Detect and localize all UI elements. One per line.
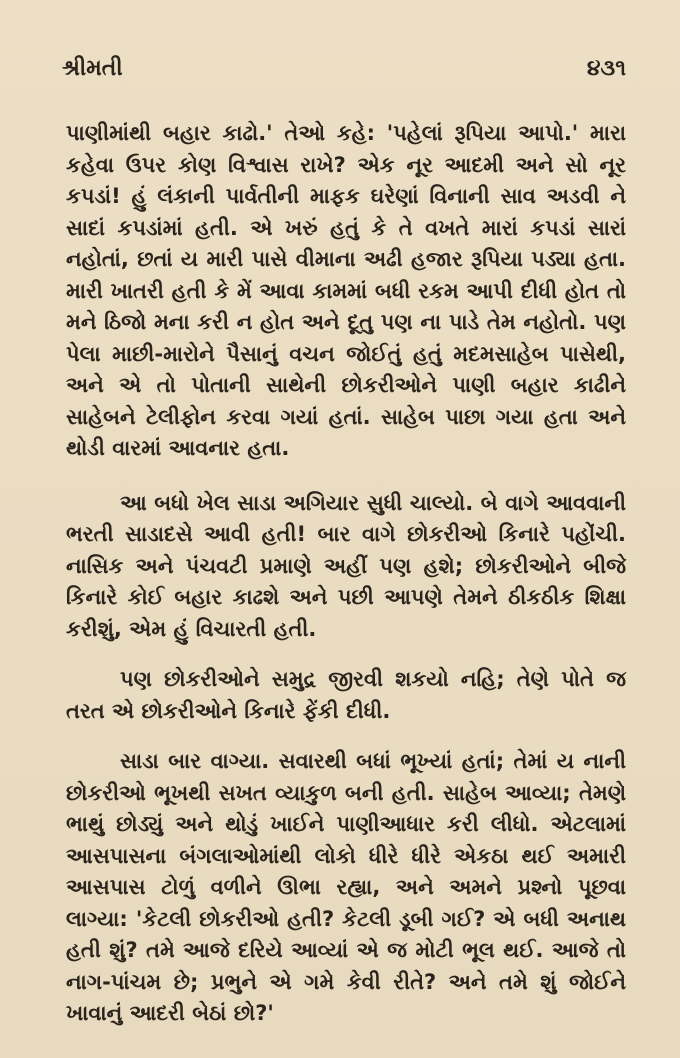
- page-number: ૪૩૧: [586, 56, 626, 81]
- paragraph-2: આ બધો ખેલ સાડા અગિયાર સુધી ચાલ્યો. બે વાગે આવવાની ભરતી સાડાદસે આવી હતી! બાર વાગે છોકરીઓ કિનારે પહોંચી. નાસિક અને પંચવટી પ્રમાણે અહીં પણ હશે; છોકરીઓને બીજે કિનારે કોઈ બહાર કાઢશે અને પછી આપણે તેમને ઠીકઠીક શિક્ષા કરીશું, એમ હું વિચારતી હતી.: [66, 490, 626, 641]
- paragraph-1: પાણીમાંથી બહાર કાઢો.' તેઓ કહે: 'પહેલાં રૂપિયા આપો.' મારા કહેવા ઉપર કોણ વિશ્વાસ રાખે? એક નૂર આદમી અને સો નૂર કપડાં! હું લંકાની પાર્વતીની માફક ઘરેણાં વિનાની સાવ અડવી ને સાદાં કપડાંમાં હતી. એ ખરું હતું કે તે વખતે મારાં કપડાં સારાં નહોતાં, છતાં ય મારી પાસે વીમાના અઢી હજાર રૂપિયા પડ્યા હતા. મારી ખાતરી હતી કે મેં આવા કામમાં બધી રકમ આપી દીધી હોત તો મને ઠિજો મના કરી ન હોત અને દૂતુ પણ ના પાડે તેમ નહોતો. પણ પેલા માછી-મારોને પૈસાનું વચન જોઈતું હતું મદમસાહેબ પાસેથી, અને એ તો પોતાની સાથેની છોકરીઓને પાણી બહાર કાઢીને સાહેબને ટેલીફોન કરવા ગયાં હતાં. સાહેબ પાછા ગયા હતા અને થોડી વારમાં આવનાર હતા.: [66, 121, 626, 460]
- paragraph-4: સાડા બાર વાગ્યા. સવારથી બધાં ભૂખ્યાં હતાં; તેમાં ય નાની છોકરીઓ ભૂખથી સખત વ્યાકુળ બની હતી. સાહેબ આવ્યા; તેમણે ભાથું છોડ્યું અને થોડું ખાઈને પાણીઆધાર કરી લીધો. એટલામાં આસપાસના બંગલાઓમાંથી લોકો ધીરે ધીરે એકઠા થઈ અમારી આસપાસ ટોળું વળીને ઊભા રહ્યા, અને અમને પ્રશ્નો પૂછવા લાગ્યા: 'કેટલી છોકરીઓ હતી? કેટલી ડૂબી ગઈ? એ બધી અનાથ હતી શું? તમે આજે દરિયે આવ્યાં એ જ મોટી ભૂલ થઈ. આજે તો નાગ-પાંચમ છે; પ્રભુને એ ગમે કેવી રીતે? અને તમે શું જોઈને ખાવાનું આદરી બેઠાં છો?': [66, 749, 626, 1025]
- running-head: [62, 56, 626, 86]
- body-text: [66, 118, 626, 1049]
- paragraph-3: પણ છોકરીઓને સમુદ્ર જીરવી શકયો નહિ; તેણે પોતે જ તરત એ છોકરીઓને કિનારે ફેંકી દીધી.: [66, 667, 626, 723]
- chapter-title: શ્રીમતી: [62, 56, 123, 81]
